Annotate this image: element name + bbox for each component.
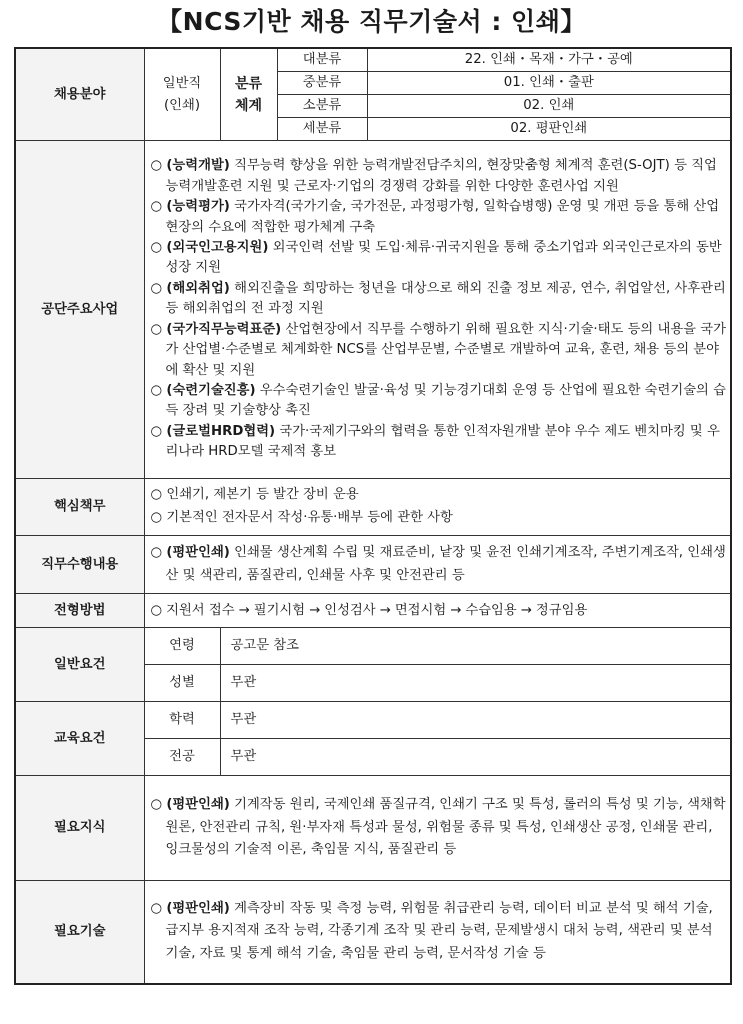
age-label: 연령	[144, 628, 220, 665]
recruit-field-label: 채용분야	[15, 48, 144, 141]
skills-label: 필요기술	[15, 881, 144, 984]
selection-step: 지원서 접수	[166, 602, 235, 618]
main-business-item: ○ (국가직무능력표준) 산업현장에서 직무를 수행하기 위해 필요한 지식·기술·태도 등의 내용을 국가가 산업별·수준별로 체계화한 NCS를 산업부문별, 수준별로 개발하여 교육, 훈련, 채용 등의 분야에 확산 및 지원	[150, 321, 726, 378]
sub-category-label: 세분류	[277, 118, 367, 141]
duties-content	[144, 536, 731, 594]
minor-category-label: 소분류	[277, 95, 367, 118]
sub-category-value: 02. 평판인쇄	[367, 118, 731, 141]
age-value: 공고문 참조	[220, 628, 731, 665]
selection-step: 수습임용	[465, 602, 517, 618]
selection-step: 필기시험	[253, 602, 306, 618]
job-type-cell	[144, 48, 220, 141]
general-req-label: 일반요건	[15, 628, 144, 702]
minor-category-value: 02. 인쇄	[367, 95, 731, 118]
core-duties-list	[144, 479, 731, 536]
duties-label: 직무수행내용	[15, 536, 144, 594]
middle-category-label: 중분류	[277, 72, 367, 95]
main-business-item: ○ (외국인고용지원) 외국인력 선발 및 도입·체류·귀국지원을 통해 중소기업과 외국인근로자의 동반성장 지원	[150, 240, 722, 276]
selection-step: 면접시험	[394, 602, 447, 618]
selection-label: 전형방법	[15, 594, 144, 628]
page-title: 【NCS기반 채용 직무기술서 : 인쇄】	[157, 7, 586, 36]
knowledge-text: ○ (평판인쇄) 기계작동 원리, 국제인쇄 품질규격, 인쇄기 구조 및 특성, 롤러의 특성 및 기능, 색채학 원론, 안전관리 규칙, 원·부자재 특성과 물성, 위험물 종류 및 특성, 인쇄생산 공정, 인쇄물 관리, 잉크물성의 기술적 이론, 축임물 지식, 품질관리 등	[150, 797, 726, 858]
skills-content	[144, 881, 731, 984]
job-type-sub: (인쇄)	[163, 97, 201, 113]
arrow-icon: →	[309, 602, 321, 618]
main-business-list	[144, 141, 731, 479]
knowledge-content	[144, 776, 731, 881]
classification-system-cell	[220, 48, 277, 141]
duties-text: ○ (평판인쇄) 인쇄물 생산계획 수립 및 재료준비, 낱장 및 윤전 인쇄기계조작, 주변기계조작, 인쇄생산 및 색관리, 품질관리, 인쇄물 사후 및 안전관리 등	[150, 544, 726, 583]
main-business-item: ○ (글로벌HRD협력) 국가·국제기구와의 협력을 통한 인적자원개발 분야 우수 제도 벤치마킹 및 우리나라 HRD모델 국제적 홍보	[150, 423, 720, 460]
job-description-table	[14, 47, 732, 985]
skills-text: ○ (평판인쇄) 계측장비 작동 및 측정 능력, 위험물 취급관리 능력, 데이터 비교 분석 및 해석 기술, 급지부 용지적재 조작 능력, 각종기계 조작 및 관리 능력, 문제발생시 대처 능력, 색관리 및 분석 기술, 자료 및 통계 해석 기술, 축임물 관리 능력, 문서작성 기술 등	[150, 900, 713, 962]
selection-step: 인성검사	[324, 602, 376, 618]
main-business-item: ○ (능력평가) 국가자격(국가기술, 국가전문, 과정평가형, 일학습병행) 운영 및 개편 등을 통해 산업현장의 수요에 적합한 평가체계 구축	[150, 199, 720, 235]
main-business-item: ○ (능력개발) 직무능력 향상을 위한 능력개발전담주치의, 현장맞춤형 체계적 훈련(S-OJT) 등 직업능력개발훈련 지원 및 근로자·기업의 경쟁력 강화를 위한 다양한 훈련사업 지원	[150, 158, 717, 194]
core-duty-item: ○ 인쇄기, 제본기 등 발간 장비 운용	[150, 487, 359, 503]
main-business-item: ○ (숙련기술진흥) 우수숙련기술인 발굴·육성 및 기능경기대회 운영 등 산업에 필요한 숙련기술의 습득 장려 및 기술향상 촉진	[150, 382, 726, 419]
gender-value: 무관	[220, 665, 731, 702]
arrow-icon: →	[238, 602, 250, 618]
core-duties-label: 핵심책무	[15, 479, 144, 536]
major-category-value: 22. 인쇄・목재・가구・공예	[367, 48, 731, 72]
education-value: 무관	[220, 702, 731, 739]
classification-label-2: 체계	[234, 97, 263, 114]
classification-label-1: 분류	[234, 75, 263, 92]
job-type: 일반직	[162, 75, 202, 91]
selection-step: 정규임용	[535, 602, 588, 618]
middle-category-value: 01. 인쇄・출판	[367, 72, 731, 95]
arrow-icon: →	[520, 602, 532, 618]
selection-process: ○ 지원서 접수 → 필기시험 → 인성검사 → 면접시험 → 수습임용 → 정규임용	[144, 594, 731, 628]
arrow-icon: →	[379, 602, 391, 618]
education-label: 학력	[144, 702, 220, 739]
knowledge-label: 필요지식	[15, 776, 144, 881]
edu-req-label: 교육요건	[15, 702, 144, 776]
major-category-label: 대분류	[277, 48, 367, 72]
arrow-icon: →	[450, 602, 462, 618]
main-business-label: 공단주요사업	[15, 141, 144, 479]
core-duty-item: ○ 기본적인 전자문서 작성·유통·배부 등에 관한 사항	[150, 510, 453, 525]
major-value: 무관	[220, 739, 731, 776]
main-business-item: ○ (해외취업) 해외진출을 희망하는 청년을 대상으로 해외 진출 정보 제공, 연수, 취업알선, 사후관리 등 해외취업의 전 과정 지원	[150, 280, 726, 317]
major-label: 전공	[144, 739, 220, 776]
gender-label: 성별	[144, 665, 220, 702]
